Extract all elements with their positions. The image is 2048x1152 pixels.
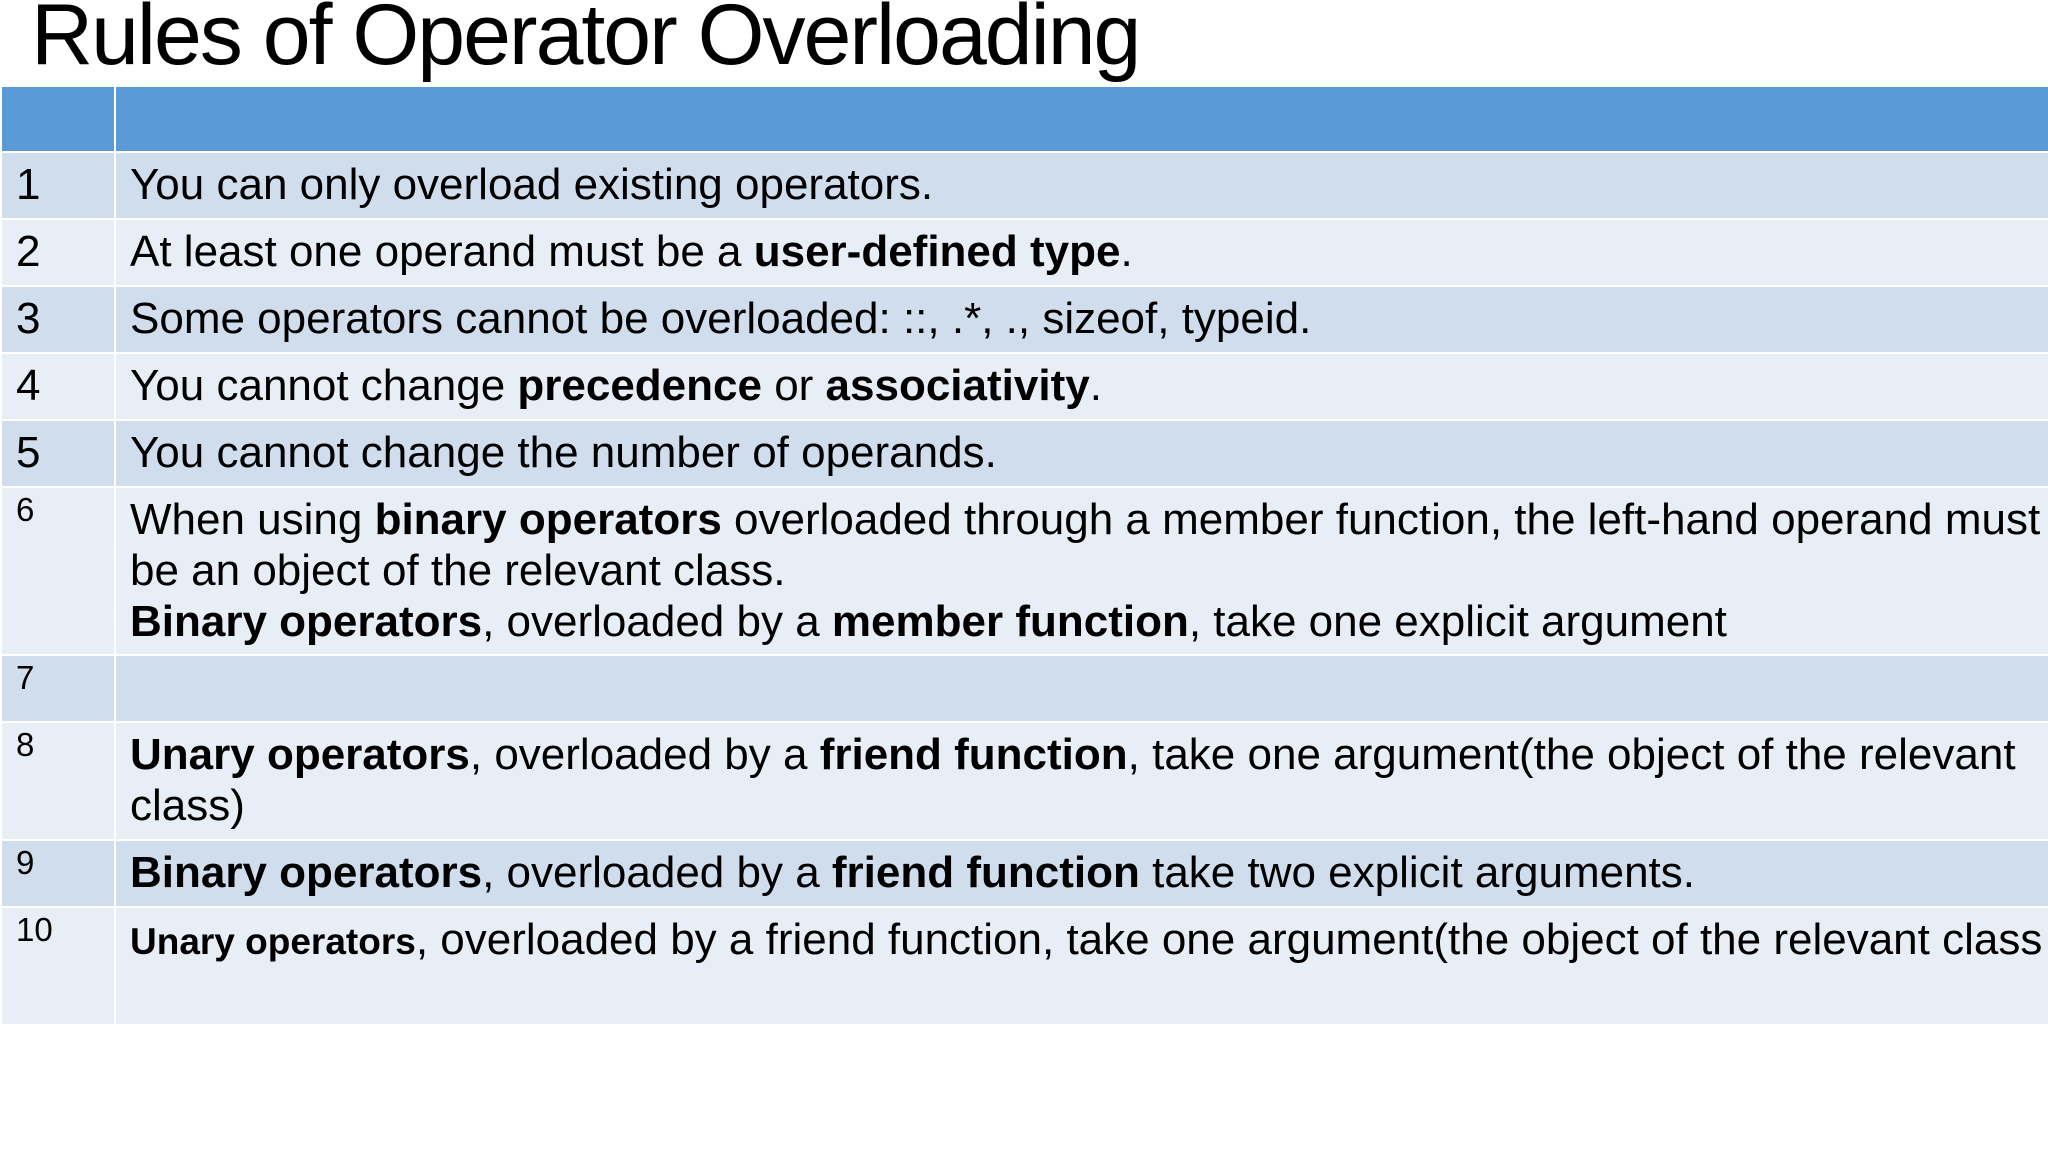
table-row xyxy=(1,722,2048,840)
rule-text-segment: You cannot change the number of operands. xyxy=(130,428,997,477)
rule-text xyxy=(115,219,2048,286)
rule-number: 2 xyxy=(1,219,115,286)
rule-number: 6 xyxy=(1,487,115,655)
rule-text-emphasis: associativity xyxy=(825,361,1090,410)
table-row xyxy=(1,907,2048,1025)
rule-text xyxy=(115,907,2048,1025)
rule-text-segment: When using xyxy=(130,495,375,544)
table-row xyxy=(1,655,2048,722)
rule-text-segment: Some operators cannot be overloaded: ::, .*, ., sizeof, typeid. xyxy=(130,294,1312,343)
rule-text xyxy=(115,487,2048,655)
rule-text-segment: . xyxy=(1089,361,1102,410)
rule-text-segment: take two explicit arguments. xyxy=(1139,848,1696,897)
rule-text-emphasis: friend function xyxy=(831,848,1140,897)
rule-number: 3 xyxy=(1,286,115,353)
rule-text-emphasis: binary operators xyxy=(374,495,722,544)
rule-number: 1 xyxy=(1,152,115,219)
table-row xyxy=(1,152,2048,219)
rule-text-line xyxy=(130,494,2048,596)
rule-text xyxy=(115,655,2048,722)
rule-text xyxy=(115,353,2048,420)
table-header-row xyxy=(1,86,2048,152)
rule-number: 8 xyxy=(1,722,115,840)
table-row xyxy=(1,353,2048,420)
rules-table xyxy=(0,85,2048,1026)
table-row xyxy=(1,420,2048,487)
rule-text-emphasis: Binary operators xyxy=(130,848,483,897)
rule-number: 10 xyxy=(1,907,115,1025)
table-row xyxy=(1,487,2048,655)
rule-number: 9 xyxy=(1,840,115,907)
rule-text-emphasis: user-defined type xyxy=(753,227,1121,276)
rule-text-segment: . xyxy=(1120,227,1133,276)
rule-text-segment: , take one explicit argument xyxy=(1188,597,1727,646)
rule-text xyxy=(115,722,2048,840)
rule-text-emphasis: member function xyxy=(831,597,1189,646)
rule-text-segment: You cannot change xyxy=(130,361,518,410)
rule-text-emphasis: Binary operators xyxy=(130,597,483,646)
table-row xyxy=(1,219,2048,286)
rule-text-segment: or xyxy=(761,361,826,410)
rule-text-line xyxy=(130,596,2048,647)
rule-number: 4 xyxy=(1,353,115,420)
rule-text-segment: , overloaded by a xyxy=(482,597,832,646)
header-cell-rule xyxy=(115,86,2048,152)
slide-title: Rules of Operator Overloading xyxy=(31,0,1140,83)
rule-text-emphasis: friend function xyxy=(819,730,1128,779)
rule-text-segment: , overloaded by a friend function, take one argument(the object of the relevant class xyxy=(415,915,2043,964)
rule-text-emphasis: precedence xyxy=(517,361,762,410)
table-row xyxy=(1,840,2048,907)
rule-text-segment: , take one argument(the object of the relevant class) xyxy=(130,730,2016,830)
rule-text xyxy=(115,840,2048,907)
rule-text xyxy=(115,420,2048,487)
rule-text-segment: You can only overload existing operators. xyxy=(130,160,934,209)
rule-number: 5 xyxy=(1,420,115,487)
rule-text-segment: , overloaded by a xyxy=(469,730,820,779)
rule-text-emphasis: Unary operators xyxy=(130,921,416,962)
rule-text-emphasis: Unary operators xyxy=(130,730,470,779)
rule-text-segment: overloaded through a member function, the left-hand operand must be an object of the relevant class. xyxy=(130,495,2041,595)
rule-number: 7 xyxy=(1,655,115,722)
rule-text xyxy=(115,286,2048,353)
table-row xyxy=(1,286,2048,353)
header-cell-number xyxy=(1,86,115,152)
rule-text-segment: At least one operand must be a xyxy=(130,227,754,276)
rule-text-segment: , overloaded by a xyxy=(482,848,832,897)
rule-text xyxy=(115,152,2048,219)
